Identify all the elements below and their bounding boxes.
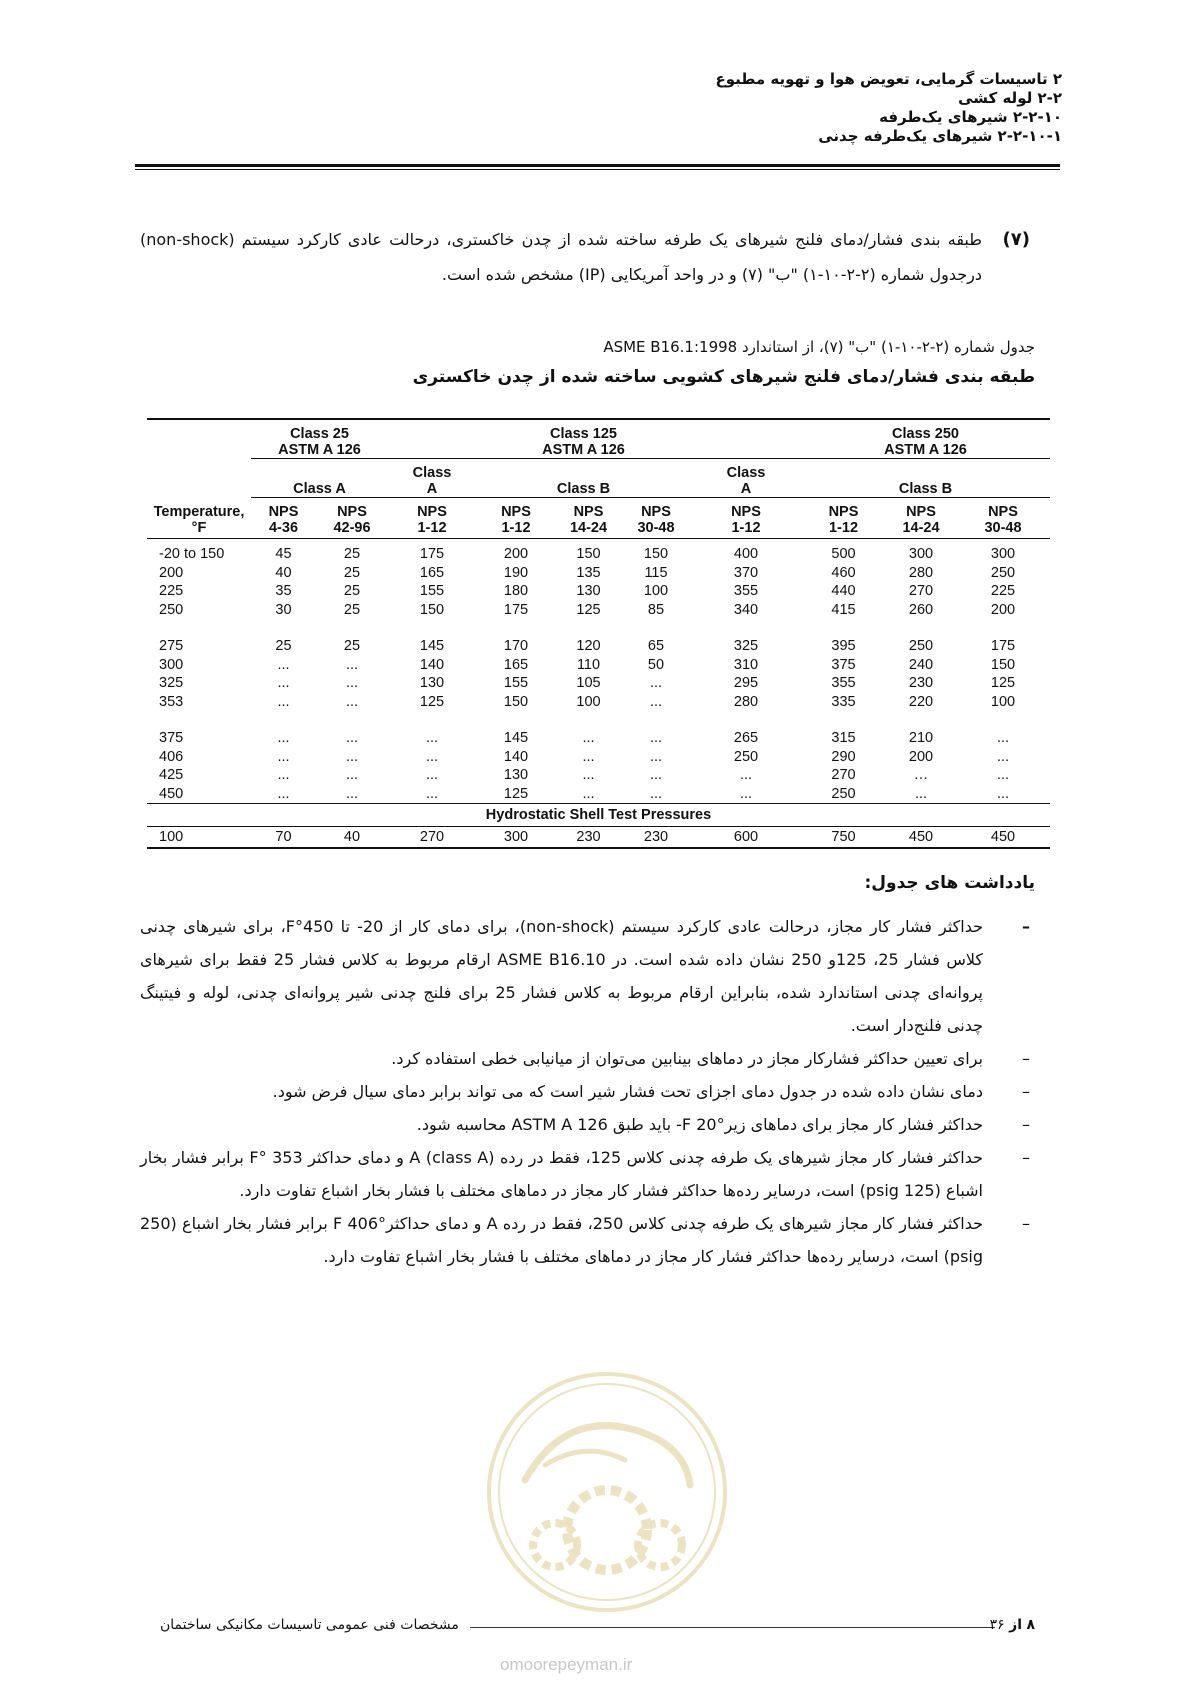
pressure-cell: 335 [831, 693, 856, 710]
nps-header: NPS 14-24 [569, 504, 608, 536]
pressure-cell: 115 [644, 564, 668, 581]
pressure-cell: 65 [647, 638, 665, 654]
pressure-cell: 190 [503, 564, 529, 581]
pressure-cell: 140 [419, 656, 445, 673]
pressure-cell: 40 [275, 564, 292, 581]
header-line-2: ۲-۲ لوله کشی [958, 89, 1062, 107]
temperature-cell: 225 [159, 583, 184, 599]
header-line-4: ۲-۲-۱۰-۱ شیرهای یک‌طرفه چدنی [818, 127, 1062, 145]
note-text: حداکثر فشار کار مجاز، درحالت عادی کارکرد سیستم (non-shock)، برای دمای کار از 20- تا 450°F، برای شیرهای چدنی کلاس فشار 25، 125و 250 نشان داده شده است. در ASME B16.10 ارقام مربوط به کلاس فشار 25 فقط برای شیرهای پروانه‌ای چدنی استاندارد شده، بنابراین ارقام مربوط به کلاس فشار 25 برای فلنج چدنی شیر پروانه‌ای چدنی، لوله و فیتینگ چدنی فلنج‌دار است. [140, 917, 984, 1035]
pressure-cell: 240 [908, 656, 934, 673]
table-body [147, 545, 1050, 804]
temperature-cell: 425 [159, 767, 184, 783]
pressure-cell: 440 [831, 583, 856, 599]
pressure-cell: ... [649, 730, 663, 746]
pressure-cell: 175 [990, 638, 1016, 654]
table-header-row-2 [147, 459, 1050, 498]
watermark-logo [485, 1370, 730, 1615]
nps-header: NPS 30-48 [637, 504, 675, 536]
header-line-1: ۲ تاسیسات گرمایی، تعویض هوا و تهویه مطبوع [715, 70, 1062, 88]
pressure-cell: 270 [831, 767, 856, 783]
note-bullet: – [1022, 1214, 1030, 1233]
pressure-cell: ... [277, 785, 290, 802]
pressure-cell: 100 [643, 583, 669, 599]
pressure-cell: 125 [990, 675, 1016, 691]
pressure-cell: 140 [503, 748, 529, 765]
temperature-cell: 406 [159, 748, 184, 765]
pressure-cell: 280 [908, 564, 934, 581]
pressure-cell: 265 [733, 730, 759, 746]
table-row [147, 637, 1050, 656]
pressure-cell: 250 [990, 564, 1016, 581]
table-row [147, 545, 1050, 564]
pressure-cell: 150 [419, 601, 445, 618]
pressure-cell: 125 [419, 693, 445, 710]
notes-title: یادداشت های جدول: [864, 873, 1035, 893]
table-row-gap [147, 619, 1050, 637]
note-bullet: – [1022, 1148, 1030, 1167]
nps-header: NPS 1-12 [417, 504, 447, 536]
pressure-cell: 170 [503, 638, 529, 654]
table-header-row-1 [147, 420, 1050, 459]
note-item [140, 1042, 1030, 1075]
pressure-cell: 150 [643, 546, 669, 562]
table-row [147, 674, 1050, 693]
pressure-cell: 375 [831, 656, 856, 673]
pressure-cell: ... [345, 675, 359, 691]
pressure-cell: ... [345, 730, 359, 746]
pressure-cell: 105 [576, 675, 601, 691]
table-row [147, 766, 1050, 785]
pressure-cell: 25 [343, 564, 361, 581]
pressure-cell: ... [996, 767, 1010, 783]
hydrostatic-title-row [147, 804, 1050, 827]
hydrostatic-row: 100 70 40 270 300 230 230 600 750 450 450 [147, 827, 1050, 849]
pressure-cell: ... [996, 748, 1010, 765]
table-caption [335, 334, 1035, 394]
pressure-cell: ... [425, 748, 439, 765]
header-temperature: Temperature, °F [153, 504, 245, 536]
subheader-class125-a: Class A [388, 459, 476, 498]
pressure-cell: 130 [503, 767, 529, 783]
pressure-cell: ... [582, 767, 595, 783]
pressure-cell: 155 [503, 675, 529, 691]
nps-header: NPS 30-48 [984, 504, 1022, 536]
pressure-cell: 120 [576, 638, 601, 654]
pressure-cell: 165 [503, 656, 529, 673]
pressure-cell: 200 [503, 546, 529, 562]
table-row [147, 729, 1050, 748]
pressure-cell: ... [582, 748, 595, 765]
pressure-cell: ... [649, 693, 663, 710]
table-row [147, 582, 1050, 601]
pressure-cell: 175 [419, 546, 445, 562]
pressure-cell: 130 [419, 675, 445, 691]
page-current: ۸ [1026, 1617, 1035, 1633]
pressure-cell: 50 [647, 656, 665, 673]
table-row [147, 656, 1050, 675]
rating-table [147, 418, 1050, 849]
nps-header: NPS 1-12 [731, 504, 761, 536]
pressure-cell: 175 [503, 601, 529, 618]
paragraph-7 [140, 222, 1030, 292]
pressure-cell: ... [649, 785, 663, 802]
note-bullet: – [1022, 1049, 1030, 1068]
subheader-class125-b: Class B [476, 459, 691, 498]
note-item [140, 1075, 1030, 1108]
pressure-cell: ... [649, 767, 663, 783]
note-bullet: – [1022, 1082, 1030, 1101]
table-row [147, 564, 1050, 583]
note-text: حداکثر فشار کار مجاز شیرهای یک طرفه چدنی کلاس 250، فقط در رده A و دمای حداکثر°F 406 برابر فشار بخار اشباع (250 psig) است، درسایر رده‌ها حداکثر فشار کار مجاز در دماهای مختلف با فشار بخار اشباع تفاوت دارد. [140, 1214, 984, 1266]
pressure-cell: 150 [576, 546, 601, 562]
note-text: حداکثر فشار کار مجاز شیرهای یک طرفه چدنی کلاس 125، فقط در رده A (class A) و دمای حداکثر 353 °F برابر فشار بخار اشباع (125 psig) است، درسایر رده‌ها حداکثر فشار کار مجاز در دماهای مختلف با فشار بخار اشباع تفاوت دارد. [140, 1148, 984, 1200]
header-class125: Class 125 ASTM A 126 [542, 426, 625, 458]
pressure-cell: 250 [908, 638, 934, 654]
temperature-cell: 450 [159, 785, 184, 802]
pressure-cell: 395 [831, 638, 856, 654]
header-divider-thin [135, 169, 1060, 170]
pressure-cell: 250 [733, 748, 759, 765]
pressure-cell: ... [996, 785, 1010, 802]
footer-divider [470, 1627, 995, 1628]
note-bullet: – [1022, 917, 1030, 936]
note-text: برای تعیین حداکثر فشارکار مجاز در دماهای بینابین می‌توان از میانیابی خطی استفاده کرد. [391, 1049, 983, 1068]
pressure-cell: 100 [990, 693, 1016, 710]
pressure-cell: ... [582, 730, 595, 746]
pressure-cell: ... [582, 785, 595, 802]
subheader-class250-a: Class A [691, 459, 801, 498]
pressure-cell: 25 [343, 638, 361, 654]
pressure-cell: 325 [733, 638, 759, 654]
nps-header: NPS 4-36 [268, 504, 299, 536]
pressure-cell: 200 [990, 601, 1016, 618]
pressure-cell: ... [739, 785, 753, 802]
table-row [147, 693, 1050, 712]
pressure-cell: ... [345, 767, 359, 783]
notes-list [140, 910, 1030, 1273]
pressure-cell: 45 [275, 546, 292, 562]
note-text: دمای نشان داده شده در جدول دمای اجزای تحت فشار شیر است که می تواند برابر دمای سیال فرض شود. [272, 1082, 983, 1101]
note-item [140, 1108, 1030, 1141]
temperature-cell: 250 [159, 601, 184, 618]
pressure-cell: 85 [647, 601, 665, 618]
pressure-cell: 230 [908, 675, 934, 691]
pressure-cell: 25 [343, 546, 361, 562]
table-row-gap [147, 711, 1050, 729]
pressure-cell: 295 [733, 675, 759, 691]
page-header [342, 70, 1062, 146]
pressure-cell: 300 [990, 546, 1016, 562]
pressure-cell: 400 [733, 546, 759, 562]
pressure-cell: 250 [831, 785, 856, 802]
hydrostatic-title: Hydrostatic Shell Test Pressures [147, 804, 1050, 827]
nps-header: NPS 1-12 [501, 504, 531, 536]
pressure-cell: 460 [831, 564, 856, 581]
pressure-cell: 225 [990, 583, 1016, 599]
pressure-cell: 270 [908, 583, 934, 599]
pressure-cell: 165 [419, 564, 445, 581]
pressure-cell: 200 [908, 748, 934, 765]
pressure-cell: 340 [733, 601, 759, 618]
temperature-cell: 200 [159, 564, 184, 581]
pressure-cell: ... [345, 693, 359, 710]
pressure-cell: 370 [733, 564, 759, 581]
pressure-cell: ... [345, 785, 359, 802]
pressure-cell: 500 [831, 546, 856, 562]
header-class250: Class 250 ASTM A 126 [884, 426, 967, 458]
temperature-cell: 275 [159, 638, 184, 654]
table-row [147, 748, 1050, 767]
pressure-cell: 25 [343, 583, 361, 599]
pressure-cell: 260 [908, 601, 934, 618]
paragraph-number: (۷) [1002, 229, 1030, 250]
temperature-cell: 375 [159, 730, 184, 746]
pressure-cell: 355 [733, 583, 759, 599]
paragraph-text: طبقه بندی فشار/دمای فلنج شیرهای یک طرفه ساخته شده از چدن خاکستری، درحالت عادی کارکرد سیستم (non-shock) درجدول شماره (۲-۲-۱۰-۱) "ب" (۷) و در واحد آمریکایی (IP) مشخص شده است. [140, 230, 982, 284]
pressure-cell: 415 [831, 601, 856, 618]
pressure-cell: 310 [733, 656, 759, 673]
note-item [140, 910, 1030, 1042]
pressure-cell: 30 [275, 601, 292, 618]
table-row [147, 785, 1050, 804]
pressure-cell: 355 [831, 675, 856, 691]
nps-header: NPS 14-24 [902, 504, 940, 536]
note-text: حداکثر فشار کار مجاز برای دماهای زیر°F 20- باید طبق ASTM A 126 محاسبه شود. [416, 1115, 983, 1134]
temperature-cell: -20 to 150 [159, 546, 225, 562]
page-total: ۳۶ [989, 1617, 1005, 1633]
nps-header: NPS 42-96 [333, 504, 371, 536]
pressure-cell: ... [425, 785, 439, 802]
pressure-cell: 135 [576, 564, 601, 581]
pressure-cell: ... [425, 730, 439, 746]
temperature-cell: 325 [159, 675, 184, 691]
pressure-cell: 145 [419, 638, 445, 654]
table-header-row-3 [147, 498, 1050, 539]
pressure-cell: 300 [908, 546, 934, 562]
pressure-cell: 35 [275, 583, 292, 599]
subheader-class25-a: Class A [251, 459, 388, 498]
pressure-cell: 150 [503, 693, 529, 710]
pressure-cell: ... [649, 748, 663, 765]
note-item [140, 1141, 1030, 1207]
pressure-cell: 210 [908, 730, 934, 746]
page-of: از [1009, 1617, 1022, 1633]
note-bullet: – [1022, 1115, 1030, 1134]
pressure-cell: 100 [576, 693, 601, 710]
pressure-cell: 315 [831, 730, 856, 746]
pressure-cell: ... [345, 656, 359, 673]
website-watermark: omoorepeyman.ir [500, 1655, 633, 1674]
pressure-cell: 125 [503, 785, 529, 802]
pressure-cell: 130 [576, 583, 601, 599]
header-divider-thick [135, 164, 1060, 167]
table-caption-title: طبقه بندی فشار/دمای فلنج شیرهای کشویی ساخته شده از چدن خاکستری [412, 367, 1035, 387]
watermark-seal-icon [485, 1370, 730, 1615]
pressure-cell: ... [277, 656, 290, 673]
nps-header: NPS 1-12 [828, 504, 859, 536]
pressure-cell: ... [345, 748, 359, 765]
pressure-cell: ... [914, 785, 928, 802]
pressure-cell: 25 [343, 601, 361, 618]
table-row [147, 601, 1050, 620]
subheader-class250-b: Class B [801, 459, 1050, 498]
pressure-cell: 220 [908, 693, 934, 710]
table-caption-reference: جدول شماره (۲-۲-۱۰-۱) "ب" (۷)، از استاندارد ASME B16.1:1998 [603, 338, 1035, 356]
pressure-cell: 145 [503, 730, 529, 746]
footer-page-number [990, 1617, 1035, 1633]
pressure-cell: ... [425, 767, 439, 783]
header-line-3: ۲-۲-۱۰ شیرهای یک‌طرفه [879, 108, 1062, 126]
pressure-cell: ... [277, 767, 290, 783]
header-class25: Class 25 ASTM A 126 [278, 426, 361, 458]
pressure-cell: 25 [275, 638, 292, 654]
pressure-cell: 155 [419, 583, 445, 599]
pressure-cell: 180 [503, 583, 529, 599]
note-item [140, 1207, 1030, 1273]
pressure-cell: 280 [733, 693, 759, 710]
pressure-cell: 110 [576, 656, 601, 673]
pressure-cell: ... [277, 693, 290, 710]
pressure-cell: ... [277, 748, 290, 765]
pressure-cell: 150 [990, 656, 1016, 673]
pressure-cell: ... [277, 675, 290, 691]
pressure-cell: … [913, 767, 929, 783]
pressure-cell: ... [739, 767, 753, 783]
pressure-cell: ... [996, 730, 1010, 746]
footer-document-title: مشخصات فنی عمومی تاسیسات مکانیکی ساختمان [160, 1617, 459, 1633]
temperature-cell: 353 [159, 693, 184, 710]
pressure-cell: 290 [831, 748, 856, 765]
pressure-cell: ... [277, 730, 290, 746]
rating-table-wrapper [147, 418, 1050, 849]
temperature-cell: 300 [159, 656, 184, 673]
pressure-cell: 125 [576, 601, 601, 618]
pressure-cell: ... [649, 675, 663, 691]
